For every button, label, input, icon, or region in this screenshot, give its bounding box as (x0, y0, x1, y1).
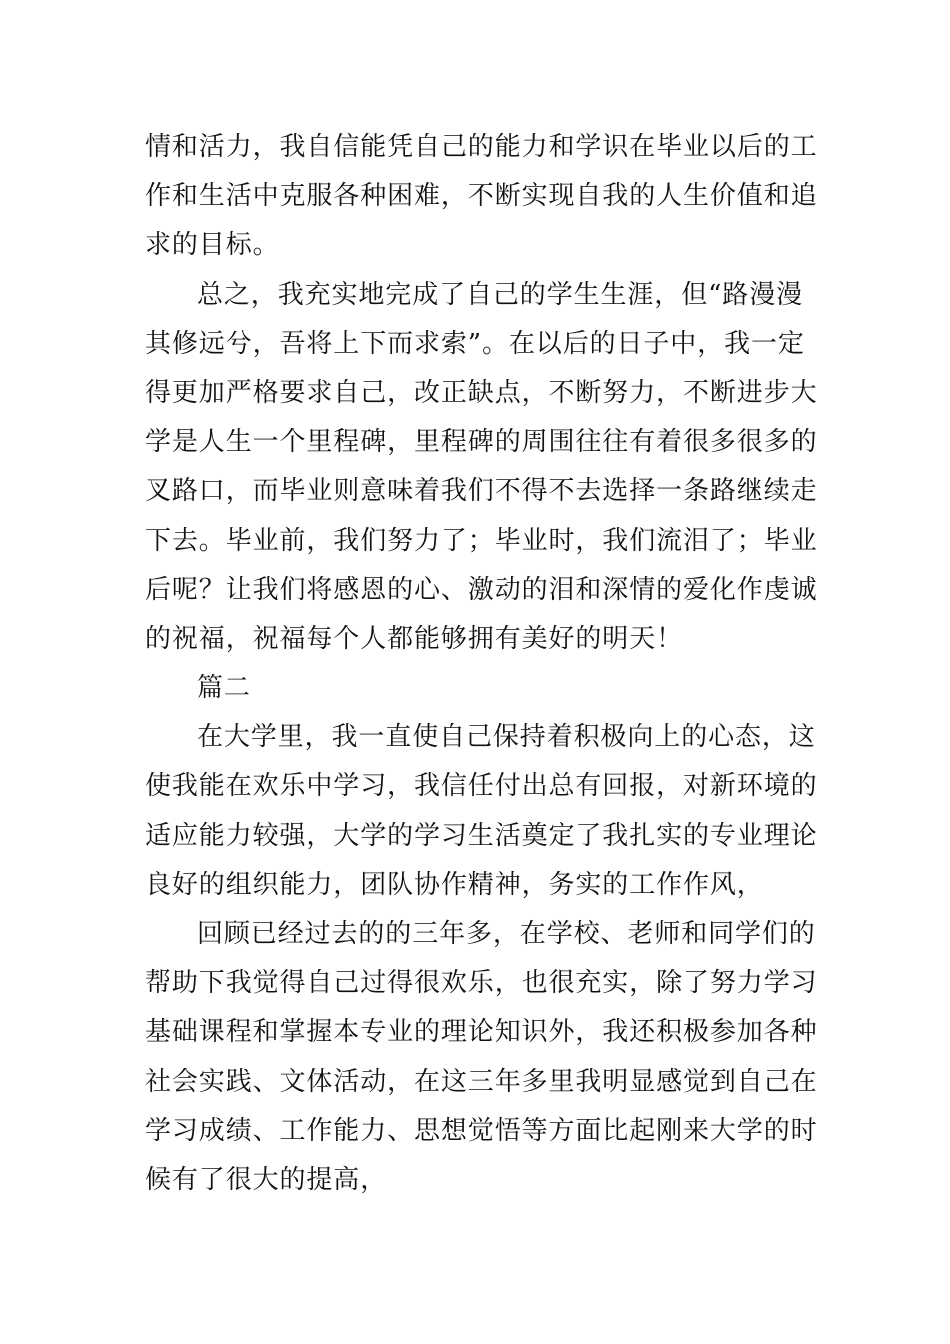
text-line: 得更加严格要求自己，改正缺点，不断努力，不断进步大 (145, 377, 818, 408)
text-line: 学是人生一个里程碑，里程碑的周围往往有着很多很多的 (145, 427, 818, 458)
paragraph-conclusion (145, 271, 818, 665)
text-line: 总之，我充实地完成了自己的学生生涯，但“路漫漫 (197, 279, 803, 310)
text-line: 帮助下我觉得自己过得很欢乐，也很充实，除了努力学习 (145, 968, 818, 999)
text-line: 后呢？让我们将感恩的心、激动的泪和深情的爱化作虔诚 (145, 574, 818, 605)
text-line: 作和生活中克服各种困难，不断实现自我的人生价值和追 (145, 181, 818, 212)
paragraph-continuation (145, 123, 818, 271)
text-line: 求的目标。 (145, 230, 280, 261)
text-line: 的祝福，祝福每个人都能够拥有美好的明天！ (145, 623, 684, 654)
paragraph-university (145, 713, 818, 910)
text-line: 回顾已经过去的的三年多，在学校、老师和同学们的 (197, 919, 816, 949)
section-heading (145, 664, 810, 713)
document-body (145, 123, 818, 1205)
text-line: 适应能力较强，大学的学习生活奠定了我扎实的专业理论 (145, 820, 818, 851)
paragraph-review (145, 910, 818, 1205)
text-line: 在大学里，我一直使自己保持着积极向上的心态，这 (197, 722, 816, 753)
text-line: 良好的组织能力，团队协作精神，务实的工作作风， (145, 869, 764, 900)
text-line: 学习成绩、工作能力、思想觉悟等方面比起刚来大学的时 (145, 1115, 818, 1146)
text-line: 社会实践、文体活动，在这三年多里我明显感觉到自己在 (145, 1066, 818, 1097)
text-line: 基础课程和掌握本专业的理论知识外，我还积极参加各种 (145, 1017, 818, 1048)
text-line: 叉路口，而毕业则意味着我们不得不去选择一条路继续走 (145, 476, 818, 507)
text-line: 使我能在欢乐中学习，我信任付出总有回报，对新环境的 (145, 771, 818, 802)
heading-text: 篇二 (197, 673, 251, 704)
text-line: 候有了很大的提高， (145, 1164, 388, 1195)
text-line: 下去。毕业前，我们努力了；毕业时，我们流泪了；毕业 (145, 525, 818, 556)
text-line: 情和活力，我自信能凭自己的能力和学识在毕业以后的工 (145, 132, 818, 162)
text-line: 其修远兮，吾将上下而求索”。在以后的日子中，我一定 (145, 328, 805, 359)
